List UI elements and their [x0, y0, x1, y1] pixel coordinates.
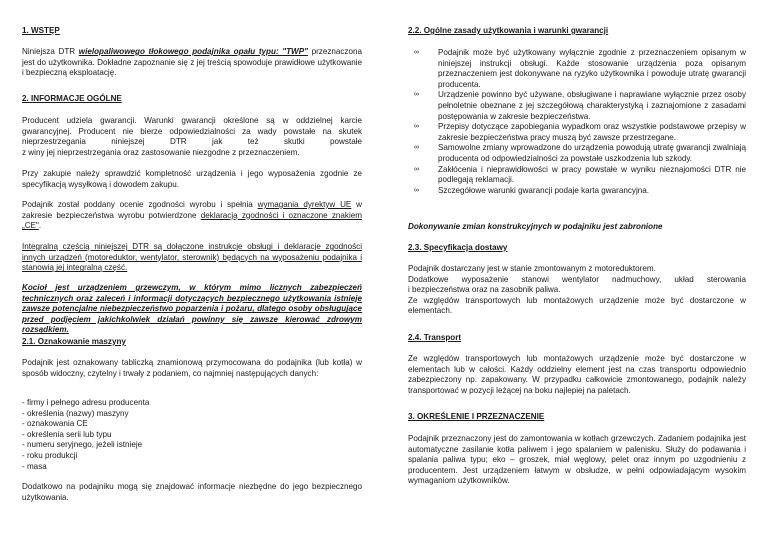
list-item	[408, 186, 746, 197]
supply-text-4: Ze względów transportowych lub montażowych urządzenie może być dostarczone w elementach.	[408, 295, 746, 316]
transport-paragraph: Ze względów transportowych lub montażowych urządzenie może być dostarczone w elementach lub w całości. Każdy oddzielny element jest na czas transportu odpowiednio zabezpieczony np. zapakowany. W przypadku całkowicie zmontowanego, podajnik należy transportować w pozycji leżącej na boku najlepiej na paletach.	[408, 354, 746, 395]
section-heading-usage-rules: 2.2. Ogólne zasady użytkowania i warunki gwarancji	[408, 26, 609, 35]
bullet-icon: ∞	[414, 49, 419, 56]
list-item	[408, 143, 746, 164]
conformity-text-2: w zakresie bezpieczeństwa wyrobu potwierdzone	[22, 200, 363, 220]
intro-text: Niniejsza DTR	[22, 47, 79, 56]
conformity-paragraph	[22, 200, 362, 232]
conformity-end: .	[38, 221, 42, 231]
list-item: - roku produkcji	[22, 450, 78, 460]
list-item: - masa	[22, 461, 47, 471]
list-item-text: Samowolne zmiany wprowadzone do urządzenia powodują utratę gwarancji zwalniają producenta od odpowiedzialności za powstałe uszkodzenia lub szkody.	[438, 143, 746, 163]
nameplate-paragraph: Podajnik jest oznakowany tabliczką znamionową przymocowana do podajnika (lub kotła) w sposób widoczny, czytelny i trwały z podaniem, co najmniej następujących danych:	[22, 358, 362, 378]
list-item-text: Szczegółowe warunki gwarancji podaje karta gwarancyjna.	[438, 185, 649, 195]
conformity-text: Podajnik został poddany ocenie zgodności wyrobu i spełnia	[22, 200, 258, 209]
list-item	[408, 165, 746, 186]
supply-paragraph	[408, 264, 746, 317]
completeness-paragraph: Przy zakupie należy sprawdzić kompletność urządzenia i jego wyposażenia zgodnie ze specyfikacją wysyłkową i dowodem zakupu.	[22, 169, 362, 189]
bullet-icon: ∞	[414, 123, 419, 131]
declaration-of-conformity: deklaracją zgodności i oznaczone znakiem „CE"	[22, 210, 362, 231]
section-heading-marking: 2.1. Oznakowanie maszyny	[22, 337, 126, 346]
product-name: wielopaliwowego tłokowego podajnika opału typu: "TWP"	[78, 47, 308, 56]
section-heading-supply: 2.3. Specyfikacja dostawy	[408, 243, 508, 252]
usage-rules-list	[408, 48, 746, 196]
nameplate-data-list	[22, 398, 362, 472]
list-item-text: Zakłócenia i nieprawidłowości w pracy powstałe w wyniku nieznajomości DTR nie podlegają reklamacji.	[438, 164, 746, 185]
list-item-text: Przepisy dotyczące zapobiegania wypadkom oraz wszystkie podstawowe przepisy w zakresie bezpieczeństwa pracy muszą być zawsze przestrzegane.	[438, 122, 746, 142]
list-item-text: Podajnik może być użytkowany wyłącznie zgodnie z przeznaczeniem opisanym w niniejszej instrukcji obsługi. Każde stosowanie urządzenia poza opisanym przeznaczeniem jest dokonywane na ryzyko użytkownika i powoduje utratę gwarancji producenta.	[438, 48, 746, 89]
bullet-icon: ∞	[414, 144, 419, 152]
section-heading-intro: 1. WSTĘP	[22, 26, 60, 35]
list-item: - numeru seryjnego, jeżeli istnieje	[22, 440, 143, 450]
integral-part-paragraph: Integralną częścią niniejszej DTR są dołączone instrukcje obsługi i deklaracje zgodności innych urządzeń (motoreduktor, wentylator, sterownik) będących na wyposażeniu podajnika i stanowią jej integralną część.	[22, 242, 362, 273]
warranty-text-3: z winy jej nieprzestrzegania oraz zastosowanie niezgodne z przeznaczeniem.	[22, 147, 300, 157]
bullet-icon: ∞	[414, 165, 419, 173]
section-heading-general: 2. INFORMACJE OGÓLNE	[22, 94, 122, 103]
list-item	[408, 90, 746, 122]
warranty-paragraph	[22, 116, 362, 158]
list-item	[408, 48, 746, 90]
supply-text-2: Dodatkowe wyposażenie stanowi wentylator nadmuchowy, układ sterowania	[408, 274, 746, 284]
eu-directives-link: wymagania dyrektyw UE	[257, 200, 352, 209]
safety-warning: Kocioł jest urządzeniem grzewczym, w którym mimo licznych zabezpieczeń technicznych oraz zaleceń i informacji dotyczących bezpiecznego użytkowania istnieje zawsze potencjalne niebezpieczeństwo poparzenia i pożaru, dlatego osoby obsługujące przed podjęciem jakichkolwiek działań powinny się zawsze kierować zdrowym rozsądkiem.	[22, 283, 362, 335]
bullet-icon: ∞	[414, 91, 419, 99]
supply-text-3: i bezpieczeństwa oraz na zasobnik paliwa.	[408, 285, 561, 295]
list-item: - określenia serii lub typu	[22, 429, 112, 439]
list-item	[408, 122, 746, 143]
list-item: - firmy i pełnego adresu producenta	[22, 398, 150, 407]
warranty-text: Producent udziela gwarancji. Warunki gwarancji określone są w oddzielnej karcie gwarancyjnej. Producent nie bierze odpowiedzialności za wady powstałe na skutek	[22, 116, 362, 136]
intro-text-rest: przeznaczona jest do użytkownika. Dokładne zapoznanie się z jej treścią spowoduje prawidłowe użytkowanie i bezpieczną eksploatację.	[22, 47, 362, 78]
section-heading-purpose: 3. OKREŚLENIE I PRZEZNACZENIE	[408, 412, 545, 421]
bullet-icon: ∞	[414, 186, 419, 194]
list-item-text: Urządzenie powinno być używane, obsługiwane i naprawiane wyłącznie przez osoby pełnoletnie obeznane z jej szczegółową charakterystyką i zaznajomione z zasadami postępowania w zakresie bezpieczeństwa.	[438, 90, 746, 121]
purpose-paragraph: Podajnik przeznaczony jest do zamontowania w kotłach grzewczych. Zadaniem podajnika jest automatyczne zasilanie kotła paliwem i jego spalaniem w palenisku. Służy do podawania i spalania paliwa typu; eko – groszek, miał węglowy, pelet oraz innym po uzgodnieniu z producentem. Jest urządzeniem łatwym w obsłudze, w pełni odpowiadającym wysokim wymaganiom użytkowników.	[408, 434, 746, 486]
section-heading-transport: 2.4. Transport	[408, 333, 462, 342]
list-item: - określenia (nazwy) maszyny	[22, 408, 129, 418]
list-item: - oznakowania CE	[22, 419, 88, 429]
intro-paragraph	[22, 47, 362, 79]
modification-prohibited-note: Dokonywanie zmian konstrukcyjnych w podajniku jest zabronione	[408, 222, 663, 231]
warranty-text-2: nieprzestrzegania niniejszej DTR jak też skutki powstałe	[22, 137, 362, 147]
additional-info-paragraph: Dodatkowo na podajniku mogą się znajdować informacje niezbędne do jego bezpiecznego użytkowania.	[22, 482, 362, 502]
supply-text: Podajnik dostarczany jest w stanie zmontowanym z motoreduktorem.	[408, 264, 656, 273]
